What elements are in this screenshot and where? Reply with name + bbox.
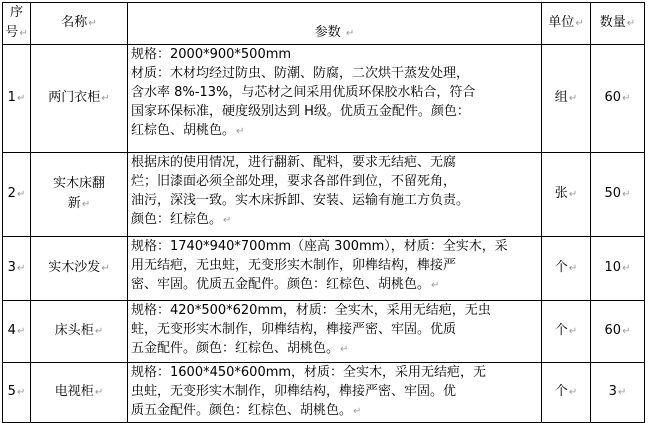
- header-row: [3, 3, 645, 45]
- paragraph-mark-icon: ↵: [568, 263, 578, 274]
- row-item-name-line: 两门衣柜↵: [48, 90, 110, 105]
- row-item-name: [31, 363, 128, 423]
- paragraph-mark-icon: ↵: [622, 189, 631, 200]
- table-row: [3, 153, 645, 237]
- row-unit: 组↵: [542, 45, 591, 153]
- row-quantity: 50↵: [591, 153, 645, 237]
- row-param-line: 红棕色、胡桃色。↵: [131, 123, 245, 138]
- row-quantity: 10↵: [591, 237, 645, 301]
- row-param-line: 规格：1740*940*700mm（座高 300mm），材质：全实木，采: [131, 239, 508, 254]
- row-param-line: 材质：木材均经过防虫、防潮、防腐，二次烘干蒸发处理，: [131, 66, 470, 81]
- header-serial-line-1: 序: [9, 5, 23, 20]
- row-unit: 个↵: [542, 237, 591, 301]
- row-item-name: [31, 153, 128, 237]
- paragraph-mark-icon: ↵: [622, 263, 631, 274]
- row-quantity: 3↵: [591, 363, 645, 423]
- paragraph-mark-icon: ↵: [431, 280, 440, 291]
- table-row: [3, 301, 645, 363]
- row-params: [128, 301, 542, 363]
- paragraph-mark-icon: ↵: [94, 387, 104, 398]
- paragraph-mark-icon: ↵: [94, 326, 104, 337]
- row-param-line: 虫蛀，无变形实木制作，卯榫结构，榫接严密、牢固。优: [131, 384, 457, 399]
- paragraph-mark-icon: ↵: [81, 199, 91, 210]
- header-unit: 单位↵: [542, 3, 591, 45]
- table-row: [3, 45, 645, 153]
- header-params: [128, 3, 542, 45]
- row-unit: 个↵: [542, 363, 591, 423]
- row-params: [128, 153, 542, 237]
- row-quantity: 60↵: [591, 301, 645, 363]
- paragraph-mark-icon: ↵: [626, 18, 636, 29]
- row-item-name-line: 新↵: [67, 196, 91, 211]
- paragraph-mark-icon: ↵: [575, 18, 584, 29]
- row-serial-number: 1↵: [3, 45, 31, 153]
- paragraph-mark-icon: ↵: [16, 326, 26, 337]
- furniture-spec-table: [2, 2, 645, 423]
- header-name: 名称↵: [31, 3, 128, 45]
- row-item-name-line: 床头柜↵: [54, 323, 104, 338]
- paragraph-mark-icon: ↵: [88, 18, 97, 29]
- row-param-line: 烂；旧漆面必须全部处理，要求各部件到位，不留死角，: [131, 174, 457, 189]
- paragraph-mark-icon: ↵: [19, 28, 28, 39]
- paragraph-mark-icon: ↵: [101, 263, 110, 274]
- row-params: [128, 237, 542, 301]
- row-item-name-line: 实木沙发↵: [48, 260, 110, 275]
- paragraph-mark-icon: ↵: [568, 387, 578, 398]
- table-row: [3, 237, 645, 301]
- row-param-line: 颜色：红棕色。↵: [131, 212, 232, 227]
- row-param-line: 蛀，无变形实木制作，卯榫结构，榫接严密、牢固。优质: [131, 322, 457, 337]
- row-param-line: 五金配件。颜色：红棕色、胡桃色。↵: [131, 341, 349, 356]
- row-param-line: 用无结疤，无虫蛀，无变形实木制作，卯榫结构，榫接严: [131, 258, 457, 273]
- paragraph-mark-icon: ↵: [16, 387, 26, 398]
- paragraph-mark-icon: ↵: [16, 93, 26, 104]
- row-unit: 个↵: [542, 301, 591, 363]
- header-quantity: 数量↵: [591, 3, 645, 45]
- paragraph-mark-icon: ↵: [568, 326, 578, 337]
- paragraph-mark-icon: ↵: [16, 263, 26, 274]
- row-serial-number: 4↵: [3, 301, 31, 363]
- row-param-line: 国家环保标准，硬度级别达到 H级。优质五金配件。颜色：: [131, 104, 470, 119]
- paragraph-mark-icon: ↵: [223, 215, 232, 226]
- row-params: [128, 45, 542, 153]
- row-param-line: 质五金配件。颜色：红棕色、胡桃色。↵: [131, 403, 362, 418]
- row-unit: 张↵: [542, 153, 591, 237]
- paragraph-mark-icon: ↵: [568, 189, 578, 200]
- row-param-line: 油污，深浅一致。实木床拆卸、安装、运输有施工方负责。: [131, 193, 470, 208]
- row-item-name-line: 实木床翻: [52, 176, 105, 191]
- row-item-name: [31, 301, 128, 363]
- paragraph-mark-icon: ↵: [101, 93, 110, 104]
- row-param-line: 密、牢固。优质五金配件。颜色：红棕色、胡桃色。↵: [131, 277, 440, 292]
- table-row: [3, 363, 645, 423]
- row-item-name: [31, 45, 128, 153]
- row-item-name-line: 电视柜↵: [54, 384, 104, 399]
- row-serial-number: 3↵: [3, 237, 31, 301]
- paragraph-mark-icon: ↵: [345, 28, 355, 39]
- paragraph-mark-icon: ↵: [16, 189, 26, 200]
- row-quantity: 60↵: [591, 45, 645, 153]
- row-serial-number: 2↵: [3, 153, 31, 237]
- header-serial-number: [3, 3, 31, 45]
- row-param-line: 含水率 8%-13%，与芯材之间采用优质环保胶水粘合，符合: [131, 85, 476, 100]
- paragraph-mark-icon: ↵: [617, 387, 627, 398]
- header-serial-line-2: 号↵: [5, 25, 28, 40]
- paragraph-mark-icon: ↵: [236, 126, 245, 137]
- row-param-line: 规格：420*500*620mm，材质：全实木，采用无结疤，无虫: [131, 303, 491, 318]
- paragraph-mark-icon: ↵: [622, 93, 631, 104]
- row-params: [128, 363, 542, 423]
- paragraph-mark-icon: ↵: [353, 406, 362, 417]
- row-serial-number: 5↵: [3, 363, 31, 423]
- row-param-line: 根据床的使用情况，进行翻新、配料，要求无结疤、无腐: [131, 155, 457, 170]
- paragraph-mark-icon: ↵: [568, 93, 578, 104]
- row-param-line: 规格：1600*450*600mm，材质：全实木，采用无结疤，无: [131, 365, 487, 380]
- paragraph-mark-icon: ↵: [622, 326, 631, 337]
- paragraph-mark-icon: ↵: [340, 344, 349, 355]
- row-item-name: [31, 237, 128, 301]
- row-param-line: 规格：2000*900*500mm: [131, 47, 292, 62]
- header-params-label: 参数: [314, 25, 341, 40]
